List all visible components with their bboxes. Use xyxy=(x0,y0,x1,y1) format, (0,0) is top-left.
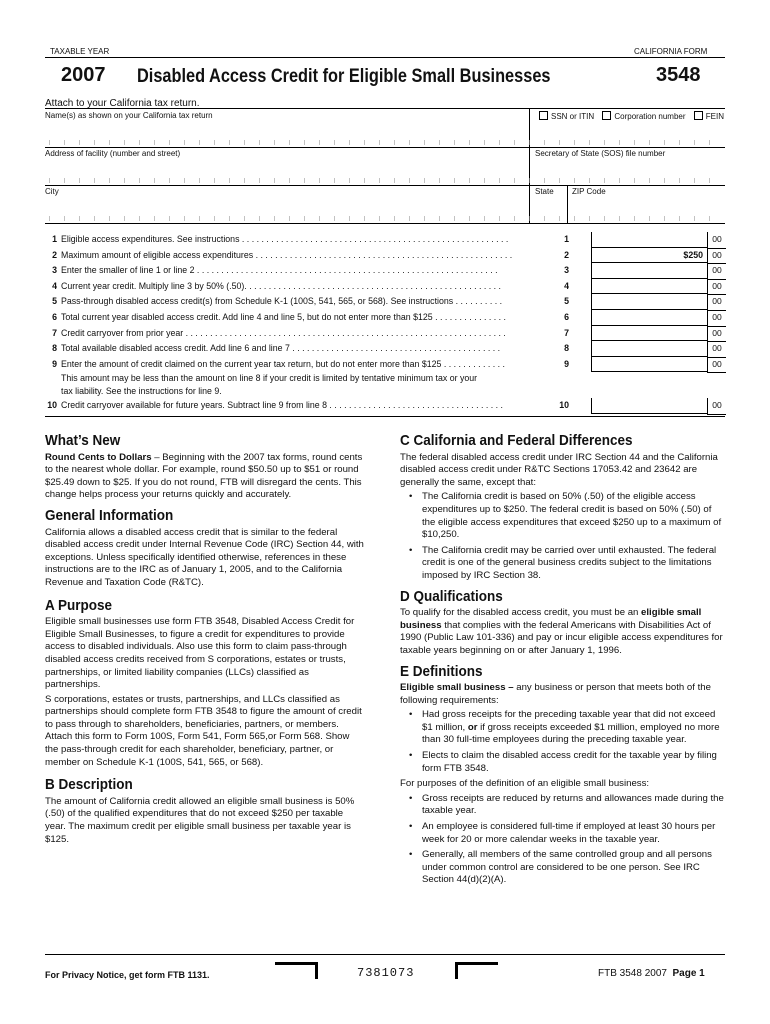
attach-instruction: Attach to your California tax return. xyxy=(45,98,200,109)
description-paragraph: The amount of California credit allowed an eligible small business is 50% (.50) of the qualified expenditures that do not exceed $250 per taxable year. The maximum credit per eligible small business per taxable year is $125. xyxy=(45,795,355,845)
line-6: 6 Total current year disabled access credit. Add line 4 and line 5, but do not enter more than $125 . . . . . . . . . . . . . . . 6 00 xyxy=(45,310,725,326)
purpose-paragraph-1: Eligible small businesses use form FTB 3548, Disabled Access Credit for Eligible Small Businesses, to figure a credit for expenditures to provide access to disabled individuals. Also use this form to claim pass-through disabled access credits received from S corporations, estates or trusts, partnerships, or limited liability companies (LLCs) classified as partnerships. xyxy=(45,616,355,691)
purpose-heading: A Purpose xyxy=(45,596,113,614)
general-information-heading: General Information xyxy=(45,506,174,524)
line-8-cents: 00 xyxy=(707,341,726,358)
corporation-number-checkbox[interactable] xyxy=(602,111,611,120)
registration-mark-right xyxy=(455,962,498,979)
differences-bullet-1: • The California credit is based on 50% (.50) of the eligible access expenditures up to $250. The federal credit is based on 50% (.50) of the eligible access expenditures that exceed $250 up to a maximum of $10,250. xyxy=(400,491,725,541)
line-3: 3 Enter the smaller of line 1 or line 2 . . . . . . . . . . . . . . . . . . . . . . . . . . . . . . . . . . . . . . . . . . . . . . . . . . . . . . . . . . . . . . 3 00 xyxy=(45,263,725,279)
differences-bullet-2: • The California credit may be carried over until exhausted. The federal credit is one of the general business credits subject to the limitations imposed by IRC Section 38. xyxy=(400,545,725,583)
line-7: 7 Credit carryover from prior year . . . . . . . . . . . . . . . . . . . . . . . . . . . . . . . . . . . . . . . . . . . . . . . . . . . . . . . . . . . . . . . . . . 7 00 xyxy=(45,326,725,342)
fein-checkbox[interactable] xyxy=(694,111,703,120)
ssn-checkbox[interactable] xyxy=(539,111,548,120)
name-row xyxy=(45,109,725,148)
line-8-amount[interactable] xyxy=(591,341,707,357)
footer-rule xyxy=(45,954,725,955)
line-9-note-2: tax liability. See the instructions for line 9. xyxy=(61,386,222,397)
definitions-bullet-3: • Gross receipts are reduced by returns and allowances made during the taxable year. xyxy=(400,793,725,818)
address-input-field[interactable] xyxy=(49,178,721,183)
line-2-cents: 00 xyxy=(707,248,726,265)
line-10-amount[interactable] xyxy=(591,398,707,414)
privacy-notice: For Privacy Notice, get form FTB 1131. xyxy=(45,970,210,980)
description-heading: B Description xyxy=(45,776,133,794)
whats-new-paragraph: Round Cents to Dollars – Beginning with the 2007 tax forms, round cents to the nearest whole dollar. For example, round $50.50 up to $51 or round $25.49 down to $25. If you do not round, FTB will disregard the cents. This change helps process your returns quickly and accurately. xyxy=(45,451,363,501)
definitions-paragraph: Eligible small business – any business or person that meets both of the following requirements: xyxy=(400,682,711,706)
qualifications-paragraph: To qualify for the disabled access credit, you must be an eligible small business that complies with the federal Americans with Disabilities Act of 1990 (Public Law 101-336) and pay or incur eligible access expenditures for taxable years beginning on or after January 1, 1996. xyxy=(400,607,723,656)
line-4: 4 Current year credit. Multiply line 3 by 50% (.50). . . . . . . . . . . . . . . . . . . . . . . . . . . . . . . . . . . . . . . . . . . . . . . . . . . . . 4 00 xyxy=(45,279,725,295)
line-9-amount[interactable] xyxy=(591,357,707,373)
names-label: Name(s) as shown on your California tax return xyxy=(45,111,213,120)
line-10: 10 Credit carryover available for future years. Subtract line 9 from line 8 . . . . . . . . . . . . . . . . . . . . . . . . . . . . . . . . . . . . 10 00 xyxy=(45,398,725,414)
tax-year: 2007 xyxy=(61,64,106,86)
city-input-field[interactable] xyxy=(49,216,721,221)
line-3-cents: 00 xyxy=(707,263,726,280)
purpose-paragraph-2: S corporations, estates or trusts, partnerships, and LLCs classified as partnerships should complete form FTB 3548 to figure the amount of credit to pass through to shareholders, beneficiaries, partners, or members. Attach this form to Form 100S, Form 541, Form 565,or Form 568. Show the pass-through credit for each shareholder, beneficiary, partner, or member on Schedule K-1 (100S, 541, 565, or 568). xyxy=(45,693,362,768)
definitions-paragraph-2: For purposes of the definition of an eligible small business: xyxy=(400,778,650,790)
definitions-bullet-5: • Generally, all members of the same controlled group and all persons under common control are considered to be one person. See IRC Section 44(d)(2)(A). xyxy=(400,849,725,887)
id-type-options: SSN or ITIN Corporation number FEIN xyxy=(533,111,724,121)
line-5: 5 Pass-through disabled access credit(s) from Schedule K-1 (100S, 541, 565, or 568). See instructions . . . . . . . . . . 5 00 xyxy=(45,294,725,310)
state-label: State xyxy=(535,187,554,196)
city-label: City xyxy=(45,187,59,196)
credit-computation-lines xyxy=(45,232,725,414)
name-input-field[interactable] xyxy=(49,140,721,145)
line-3-amount[interactable] xyxy=(591,263,707,279)
form-id-footer: FTB 3548 2007 Page 1 xyxy=(598,968,705,979)
barcode-number: 7381073 xyxy=(357,966,415,980)
definitions-bullet-1: • Had gross receipts for the preceding taxable year that did not exceed $1 million, or if gross receipts exceeded $1 million, employed no more than 30 full-time employees during the preceding taxable year. xyxy=(400,709,725,747)
address-row xyxy=(45,147,725,186)
zip-code-label: ZIP Code xyxy=(572,187,606,196)
form-title: Disabled Access Credit for Eligible Small Businesses xyxy=(137,66,551,87)
line-1-amount[interactable] xyxy=(591,232,707,248)
definitions-bullet-2: • Elects to claim the disabled access credit for the taxable year by filing form FTB 3548. xyxy=(400,750,725,775)
line-8: 8 Total available disabled access credit. Add line 6 and line 7 . . . . . . . . . . . . . . . . . . . . . . . . . . . . . . . . . . . . . . . . . . . 8 00 xyxy=(45,341,725,357)
line-6-amount[interactable] xyxy=(591,310,707,326)
registration-mark-left xyxy=(275,962,318,979)
line-2-amount: $250 xyxy=(591,248,707,264)
right-instructions-column xyxy=(400,431,725,890)
lines-bottom-rule xyxy=(45,416,725,417)
differences-heading: C California and Federal Differences xyxy=(400,432,633,449)
address-label: Address of facility (number and street) xyxy=(45,149,181,158)
line-10-cents: 00 xyxy=(707,398,726,415)
whats-new-heading: What’s New xyxy=(45,432,121,449)
form-number: 3548 xyxy=(656,64,701,86)
line-6-cents: 00 xyxy=(707,310,726,327)
line-4-amount[interactable] xyxy=(591,279,707,295)
line-7-cents: 00 xyxy=(707,326,726,343)
line-4-cents: 00 xyxy=(707,279,726,296)
left-instructions-column xyxy=(45,431,365,848)
line-7-amount[interactable] xyxy=(591,326,707,342)
california-form-label: CALIFORNIA FORM xyxy=(634,47,708,56)
taxable-year-label: TAXABLE YEAR xyxy=(50,47,110,56)
header-top-rule xyxy=(45,57,725,58)
definitions-bullet-4: • An employee is considered full-time if employed at least 30 hours per week for 20 or more calendar weeks in the taxable year. xyxy=(400,821,725,846)
line-9: 9 Enter the amount of credit claimed on the current year tax return, but do not enter more than $125 . . . . . . . . . . . . . 9 00 xyxy=(45,357,725,373)
line-5-cents: 00 xyxy=(707,294,726,311)
general-information-paragraph: California allows a disabled access credit that is similar to the federal disabled access credit under Internal Revenue Code (IRC) Section 44, with exceptions. Unless specifically identified otherwise, references in these instructions are to the IRC as of January 1, 2005, and to the California Revenue and Taxation Code (R&TC). xyxy=(45,526,364,588)
line-1-cents: 00 xyxy=(707,232,726,249)
line-9-note-1: This amount may be less than the amount on line 8 if your credit is limited by tentative minimum tax or your xyxy=(61,373,478,384)
city-row xyxy=(45,185,725,224)
line-5-amount[interactable] xyxy=(591,294,707,310)
line-1: 1 Eligible access expenditures. See instructions . . . . . . . . . . . . . . . . . . . . . . . . . . . . . . . . . . . . . . . . . . . . . . . . . . . . . . . 1 00 xyxy=(45,232,725,248)
definitions-heading: E Definitions xyxy=(400,662,483,680)
sos-file-number-label: Secretary of State (SOS) file number xyxy=(535,149,666,158)
qualifications-heading: D Qualifications xyxy=(400,587,503,605)
line-9-cents: 00 xyxy=(707,357,726,374)
differences-paragraph: The federal disabled access credit under IRC Section 44 and the California disabled access credit under R&TC Sections 17053.42 and 23642 are generally the same, except that: xyxy=(400,451,718,488)
line-2: 2 Maximum amount of eligible access expenditures . . . . . . . . . . . . . . . . . . . . . . . . . . . . . . . . . . . . . . . . . . . . . . . . . . . . . 2 $250 00 xyxy=(45,248,725,264)
